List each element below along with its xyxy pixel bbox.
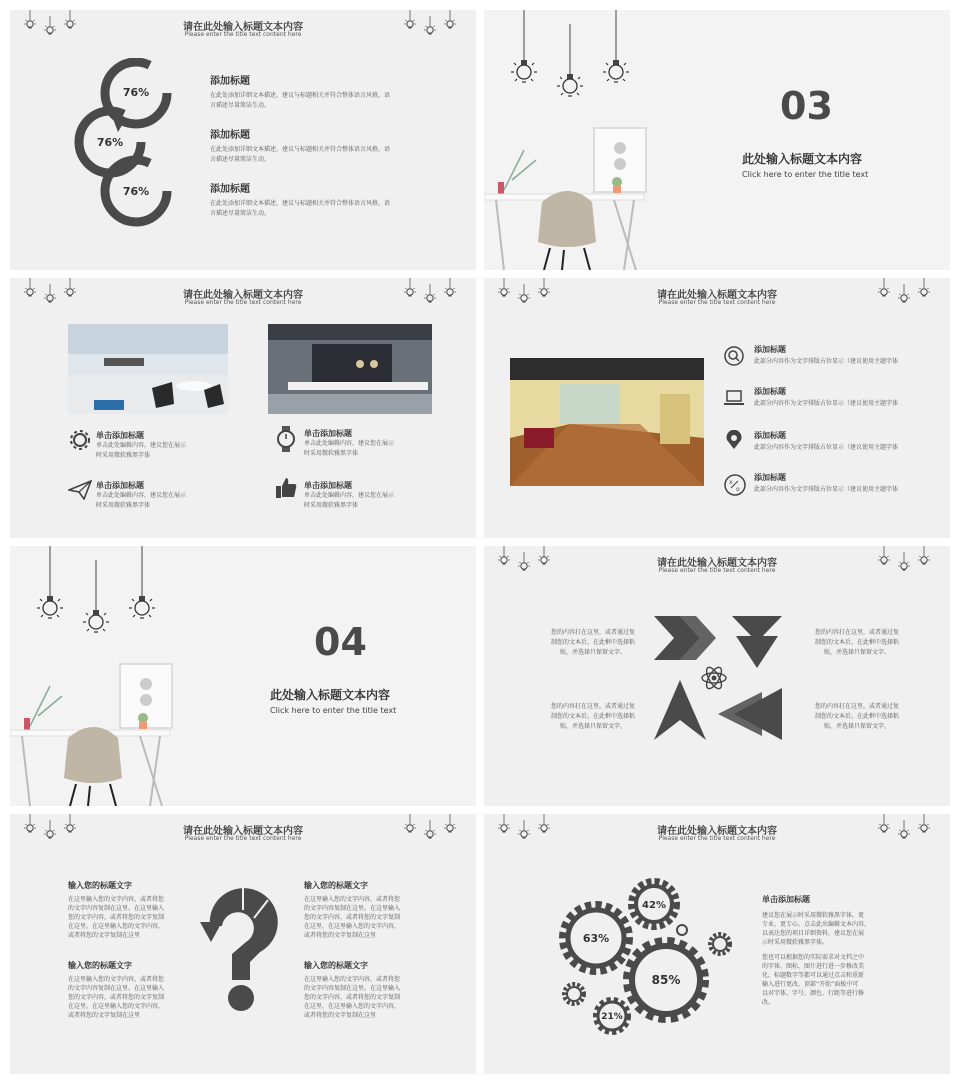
text-line: 制您的文本后，在此框中选择粘 — [814, 713, 899, 720]
question-mark-icon — [198, 880, 288, 1016]
text-line: 化，标题数字等都可以通过点击和重新 — [762, 972, 865, 979]
text-line: 您的文字内容，或者将您的文字复制 — [68, 994, 165, 1001]
item-text: 言描述尽量简洁生动。 — [210, 156, 271, 163]
item-text: 此部分内容作为文字排版占位显示（建议使用主题字体 — [754, 358, 899, 365]
item-title: 单击添加标题 — [304, 429, 352, 438]
text-line: 或者将您的文字复制在这里 — [304, 932, 377, 939]
item-title: 添加标题 — [210, 76, 250, 87]
svg-text:x: x — [729, 479, 733, 486]
feature-item — [304, 428, 394, 459]
text-line: 您的内容打在这里，或者通过复 — [550, 703, 635, 710]
item-title: 添加标题 — [754, 345, 786, 354]
paper-plane-icon — [68, 480, 92, 500]
item-text: 时采用微软雅黑字体 — [304, 502, 359, 509]
item-title: 单击添加标题 — [96, 481, 144, 490]
location-icon — [724, 430, 744, 450]
section-title: 此处输入标题文本内容 — [742, 152, 863, 166]
text-line: 您的内容打在这里，或者通过复 — [814, 703, 899, 710]
slide-subtitle: Please enter the title text content here — [658, 299, 776, 306]
slide-6 — [484, 546, 950, 806]
section-subtitle: Click here to enter the title text — [270, 706, 397, 715]
percent-label: 76% — [122, 86, 150, 99]
feature-item — [754, 472, 898, 495]
text-line: 的文字内容复制在这里。在这里输入 — [304, 905, 401, 912]
thumbs-up-icon — [274, 476, 298, 500]
block-title: 输入您的标题文字 — [304, 961, 368, 970]
text-line: 制您的文本后，在此框中选择粘 — [814, 639, 899, 646]
text-line: 或者将您的文字复制在这里 — [68, 1012, 141, 1019]
text-line: 在这里输入您的文字内容，或者将您 — [304, 896, 401, 903]
item-text: 言描述尽量简洁生动。 — [210, 210, 271, 217]
slide-title: 请在此处输入标题文本内容 — [183, 826, 303, 837]
text-line: 贴，并选择只保留文字。 — [559, 723, 626, 730]
text-line: 在这里输入您的文字内容，或者将您 — [68, 976, 165, 983]
text-block — [304, 880, 434, 940]
text-line: 在这里，在这里输入您的文字内容， — [68, 1003, 165, 1010]
text-line: 在这里输入您的文字内容，或者将您 — [68, 896, 165, 903]
block-title: 输入您的标题文字 — [304, 881, 368, 890]
text-line: 输入进行更改，顶部“开始”面板中可 — [762, 981, 859, 988]
gears-graphic — [554, 874, 744, 1044]
text-line: 在这里，在这里输入您的文字内容， — [304, 1003, 401, 1010]
item-text: 单击此处编辑内容，建议您在展示 — [304, 440, 395, 447]
item-title: 添加标题 — [754, 473, 786, 482]
text-block — [802, 702, 912, 732]
item-text: 时采用微软雅黑字体 — [304, 450, 359, 457]
item-title: 单击添加标题 — [304, 481, 352, 490]
strategy-icon — [724, 474, 746, 496]
section-number: 04 — [314, 620, 367, 664]
slide-title: 请在此处输入标题文本内容 — [657, 558, 777, 569]
item-text: 言描述尽量简洁生动。 — [210, 102, 271, 109]
text-line: 示时采用微软雅黑字体。 — [762, 939, 829, 946]
text-line: 您的内容打在这里，或者通过复 — [814, 629, 899, 636]
slide-5 — [10, 546, 476, 806]
gear-label: 63% — [582, 932, 610, 945]
text-line: 改。 — [762, 999, 775, 1006]
slide-1 — [10, 10, 476, 270]
item-text: 此部分内容作为文字排版占位显示（建议使用主题字体 — [754, 486, 899, 493]
text-line: 的字体、图标、图片进行进一步修改美 — [762, 963, 865, 970]
text-line: 的文字内容复制在这里。在这里输入 — [304, 985, 401, 992]
feature-item — [754, 344, 898, 367]
office-photo — [268, 324, 432, 414]
block-title: 输入您的标题文字 — [68, 961, 132, 970]
text-line: 或者将您的文字复制在这里 — [68, 932, 141, 939]
feature-item — [96, 430, 186, 461]
text-block — [762, 894, 902, 1007]
slide-subtitle: Please enter the title text content here — [658, 835, 776, 842]
section-subtitle: Click here to enter the title text — [742, 170, 869, 179]
item-title: 添加标题 — [210, 130, 250, 141]
gear-icon — [68, 428, 92, 452]
item-text: 单击此处编辑内容，建议您在展示 — [304, 492, 395, 499]
section-title: 此处输入标题文本内容 — [270, 688, 391, 702]
office-photo — [68, 324, 228, 414]
text-line: 以对字体、字号、颜色、行距等进行修 — [762, 990, 865, 997]
text-block — [304, 960, 434, 1020]
text-line: 在这里，在这里输入您的文字内容， — [304, 923, 401, 930]
item-text: 在此处添加详细文本描述，建议与标题相关并符合整体语言风格，语 — [210, 200, 391, 207]
item-title: 添加标题 — [754, 387, 786, 396]
slide-title: 请在此处输入标题文本内容 — [657, 290, 777, 301]
item-text: 时采用微软雅黑字体 — [96, 452, 151, 459]
block-title: 输入您的标题文字 — [68, 881, 132, 890]
gear-label: 21% — [601, 1012, 623, 1022]
slide-3 — [10, 278, 476, 538]
svg-text:o: o — [736, 486, 740, 493]
item-text: 单击此处编辑内容，建议您在展示 — [96, 492, 187, 499]
arrows-graphic — [650, 608, 790, 748]
text-line: 您的内容打在这里，或者通过复 — [550, 629, 635, 636]
percent-label: 76% — [122, 185, 150, 198]
hanging-bulbs — [10, 546, 476, 806]
slide-2 — [484, 10, 950, 270]
item-title: 添加标题 — [210, 184, 250, 195]
feature-item — [754, 386, 898, 409]
text-item — [210, 72, 430, 111]
block-title: 单击添加标题 — [762, 895, 810, 904]
gear-label: 85% — [651, 973, 681, 987]
search-icon — [724, 346, 744, 366]
text-line: 专业，更专心。点击此出编辑文本内容， — [762, 921, 871, 928]
gear-label: 42% — [642, 900, 666, 911]
slide-title: 请在此处输入标题文本内容 — [183, 290, 303, 301]
feature-item — [754, 430, 898, 453]
text-line: 或者将您的文字复制在这里 — [304, 1012, 377, 1019]
feature-item — [304, 480, 394, 511]
item-title: 添加标题 — [754, 431, 786, 440]
item-text: 单击此处编辑内容，建议您在展示 — [96, 442, 187, 449]
text-line: 以表达您的项目详细资料，建议您在展 — [762, 930, 865, 937]
watch-icon — [276, 426, 296, 452]
hanging-bulbs — [484, 10, 950, 270]
slide-subtitle: Please enter the title text content here — [184, 31, 302, 38]
slide-4 — [484, 278, 950, 538]
text-item — [210, 180, 430, 219]
percent-label: 76% — [96, 136, 124, 149]
slide-title: 请在此处输入标题文本内容 — [657, 826, 777, 837]
slide-title: 请在此处输入标题文本内容 — [183, 22, 303, 33]
text-line: 您也可以根据您的实际需求对文档之中 — [762, 954, 865, 961]
slide-subtitle: Please enter the title text content here — [184, 299, 302, 306]
text-item — [210, 126, 430, 165]
text-line: 制您的文本后，在此框中选择粘 — [550, 639, 635, 646]
text-block — [802, 628, 912, 658]
text-line: 贴，并选择只保留文字。 — [559, 649, 626, 656]
text-line: 的文字内容复制在这里。在这里输入 — [68, 985, 165, 992]
item-text: 在此处添加详细文本描述，建议与标题相关并符合整体语言风格，语 — [210, 92, 391, 99]
slide-8 — [484, 814, 950, 1074]
text-line: 在这里，在这里输入您的文字内容， — [68, 923, 165, 930]
text-line: 在这里输入您的文字内容，或者将您 — [304, 976, 401, 983]
circular-arrows — [70, 58, 190, 238]
item-text: 在此处添加详细文本描述，建议与标题相关并符合整体语言风格，语 — [210, 146, 391, 153]
text-line: 制您的文本后，在此框中选择粘 — [550, 713, 635, 720]
text-line: 的文字内容复制在这里。在这里输入 — [68, 905, 165, 912]
laptop-icon — [724, 390, 744, 406]
slide-subtitle: Please enter the title text content here — [184, 835, 302, 842]
text-line: 建议您在展示时采用微软雅黑字体，更 — [762, 912, 865, 919]
text-line: 您的文字内容，或者将您的文字复制 — [304, 994, 401, 1001]
text-block — [68, 880, 198, 940]
text-line: 贴，并选择只保留文字。 — [823, 649, 890, 656]
item-text: 此部分内容作为文字排版占位显示（建议使用主题字体 — [754, 444, 899, 451]
text-block — [538, 628, 648, 658]
slide-subtitle: Please enter the title text content here — [658, 567, 776, 574]
section-number: 03 — [780, 84, 833, 128]
slide-7 — [10, 814, 476, 1074]
text-block — [538, 702, 648, 732]
text-line: 贴，并选择只保留文字。 — [823, 723, 890, 730]
text-block — [68, 960, 198, 1020]
interior-photo — [510, 358, 704, 486]
item-text: 此部分内容作为文字排版占位显示（建议使用主题字体 — [754, 400, 899, 407]
text-line: 您的文字内容，或者将您的文字复制 — [68, 914, 165, 921]
item-title: 单击添加标题 — [96, 431, 144, 440]
text-line: 您的文字内容，或者将您的文字复制 — [304, 914, 401, 921]
item-text: 时采用微软雅黑字体 — [96, 502, 151, 509]
feature-item — [96, 480, 186, 511]
